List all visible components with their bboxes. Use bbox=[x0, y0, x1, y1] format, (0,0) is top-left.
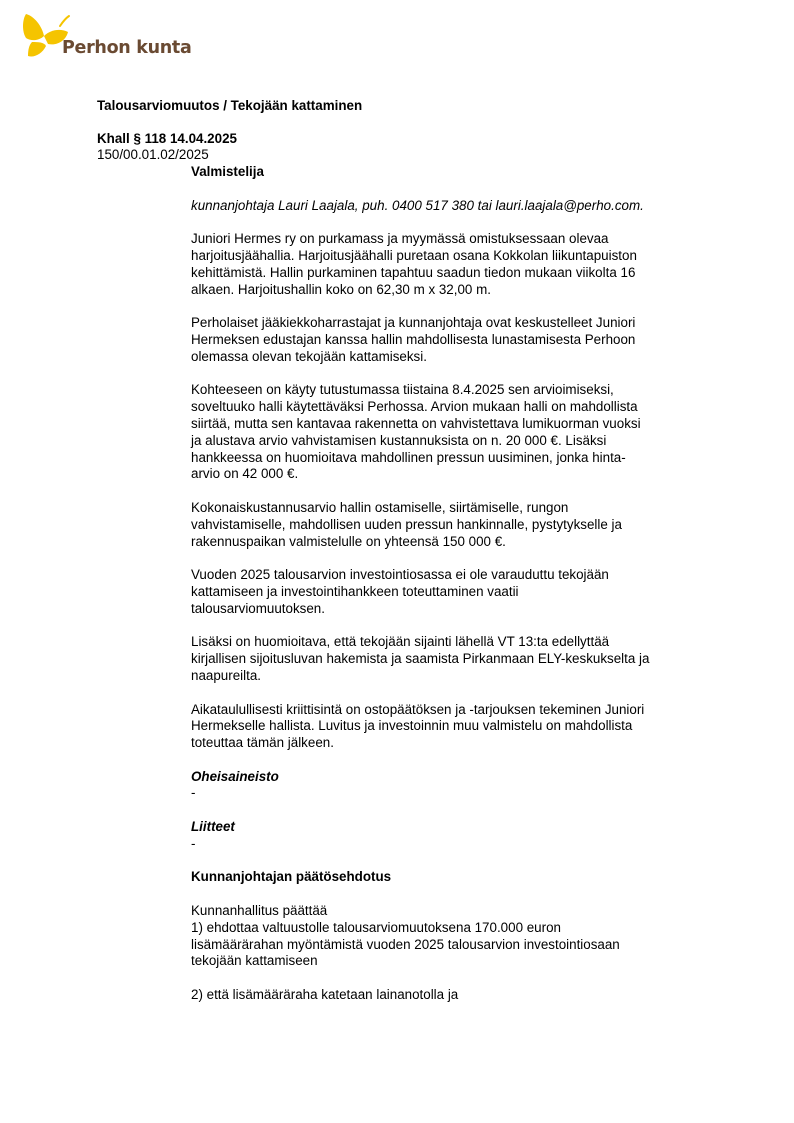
text-line: Lisäksi on huomioitava, että tekojään sijainti lähellä VT 13:ta edellyttää bbox=[191, 634, 610, 650]
paragraph-5 bbox=[191, 567, 711, 617]
text-line: arvio on 42 000 €. bbox=[191, 466, 299, 482]
text-line: siirtää, mutta sen kantavaa rakennetta on vahvistettava lumikuorman vuoksi bbox=[191, 415, 641, 431]
paragraph-4 bbox=[191, 500, 711, 550]
text-line: Hermeksen edustajan kanssa hallin mahdollisesta lunastamisesta Perhoon bbox=[191, 331, 636, 347]
liitteet-value: - bbox=[191, 835, 196, 851]
text-line: rakennuspaikan valmistelulle on yhteensä 150 000 €. bbox=[191, 533, 506, 549]
text-line: vahvistamiselle, mahdollisen uuden pressun hankinnalle, pystytykselle ja bbox=[191, 516, 622, 532]
text-line: Aikataulullisesti kriittisintä on ostopäätöksen ja -tarjouksen tekeminen Juniori bbox=[191, 701, 645, 717]
text-line: lisämäärärahan myöntämistä vuoden 2025 talousarvion investointiosaan bbox=[191, 936, 620, 952]
proposal-item-1 bbox=[191, 920, 711, 970]
text-line: alkaen. Harjoitushallin koko on 62,30 m x 32,00 m. bbox=[191, 281, 491, 297]
text-line: talousarviomuutoksen. bbox=[191, 600, 325, 616]
text-line: kehittämistä. Hallin purkaminen tapahtuu saadun tiedon mukaan viikolta 16 bbox=[191, 264, 636, 280]
text-line: harjoitusjäähallia. Harjoitusjäähalli puretaan osana Kokkolan liikuntapuiston bbox=[191, 247, 637, 263]
text-line: soveltuuko halli käytettäväksi Perhossa. Arvion mukaan halli on mahdollista bbox=[191, 399, 638, 415]
paragraph-3 bbox=[191, 382, 711, 483]
text-line: kirjallisen sijoitusluvan hakemista ja saamista Pirkanmaan ELY-keskukselta ja bbox=[191, 651, 650, 667]
liitteet-heading: Liitteet bbox=[191, 819, 235, 835]
document-body bbox=[191, 164, 711, 1004]
text-line: tekojään kattamiseen bbox=[191, 953, 318, 969]
meeting-reference: Khall § 118 14.04.2025 bbox=[97, 131, 237, 146]
text-line: Hermekselle hallista. Luvitus ja investoinnin muu valmistelu on mahdollista bbox=[191, 718, 633, 734]
document-title: Talousarviomuutos / Tekojään kattaminen bbox=[97, 98, 363, 113]
text-line: Vuoden 2025 talousarvion investointiosassa ei ole varauduttu tekojään bbox=[191, 567, 609, 583]
text-line: Perholaiset jääkiekkoharrastajat ja kunnanjohtaja ovat keskustelleet Juniori bbox=[191, 315, 636, 331]
text-line: Kokonaiskustannusarvio hallin ostamiselle, siirtämiselle, rungon bbox=[191, 499, 569, 515]
document-header bbox=[97, 97, 717, 162]
text-line: kattamiseen ja investointihankkeen toteuttaminen vaatii bbox=[191, 583, 519, 599]
paragraph-2 bbox=[191, 315, 711, 365]
text-line: 1) ehdottaa valtuustolle talousarviomuutoksena 170.000 euron bbox=[191, 919, 561, 935]
text-line: Kohteeseen on käyty tutustumassa tiistaina 8.4.2025 sen arvioimiseksi, bbox=[191, 382, 614, 398]
text-line: Juniori Hermes ry on purkamass ja myymässä omistuksessaan olevaa bbox=[191, 231, 609, 247]
valmistelija-heading: Valmistelija bbox=[191, 164, 264, 179]
proposal-item-2: 2) että lisämääräraha katetaan lainanotolla ja bbox=[191, 987, 459, 1003]
paragraph-1 bbox=[191, 231, 711, 298]
logo-text: Perhon kunta bbox=[62, 38, 192, 58]
valmistelija-contact: kunnanjohtaja Lauri Laajala, puh. 0400 517 380 tai lauri.laajala@perho.com. bbox=[191, 197, 644, 213]
text-line: olemassa olevan tekojään kattamiseksi. bbox=[191, 348, 427, 364]
text-line: toteuttaa tämän jälkeen. bbox=[191, 735, 334, 751]
oheisaineisto-value: - bbox=[191, 785, 196, 801]
proposal-heading: Kunnanjohtajan päätösehdotus bbox=[191, 869, 392, 885]
proposal-intro: Kunnanhallitus päättää bbox=[191, 903, 328, 919]
text-line: hankkeessa on huomioitava mahdollinen pressun uusiminen, jonka hinta- bbox=[191, 449, 626, 465]
municipality-logo bbox=[20, 12, 200, 62]
paragraph-6 bbox=[191, 634, 711, 684]
paragraph-7 bbox=[191, 702, 711, 752]
diary-number: 150/00.01.02/2025 bbox=[97, 147, 209, 162]
oheisaineisto-heading: Oheisaineisto bbox=[191, 768, 279, 784]
text-line: naapureilta. bbox=[191, 667, 261, 683]
text-line: ja alustava arvio vahvistamisen kustannuksista on n. 20 000 €. Lisäksi bbox=[191, 432, 607, 448]
